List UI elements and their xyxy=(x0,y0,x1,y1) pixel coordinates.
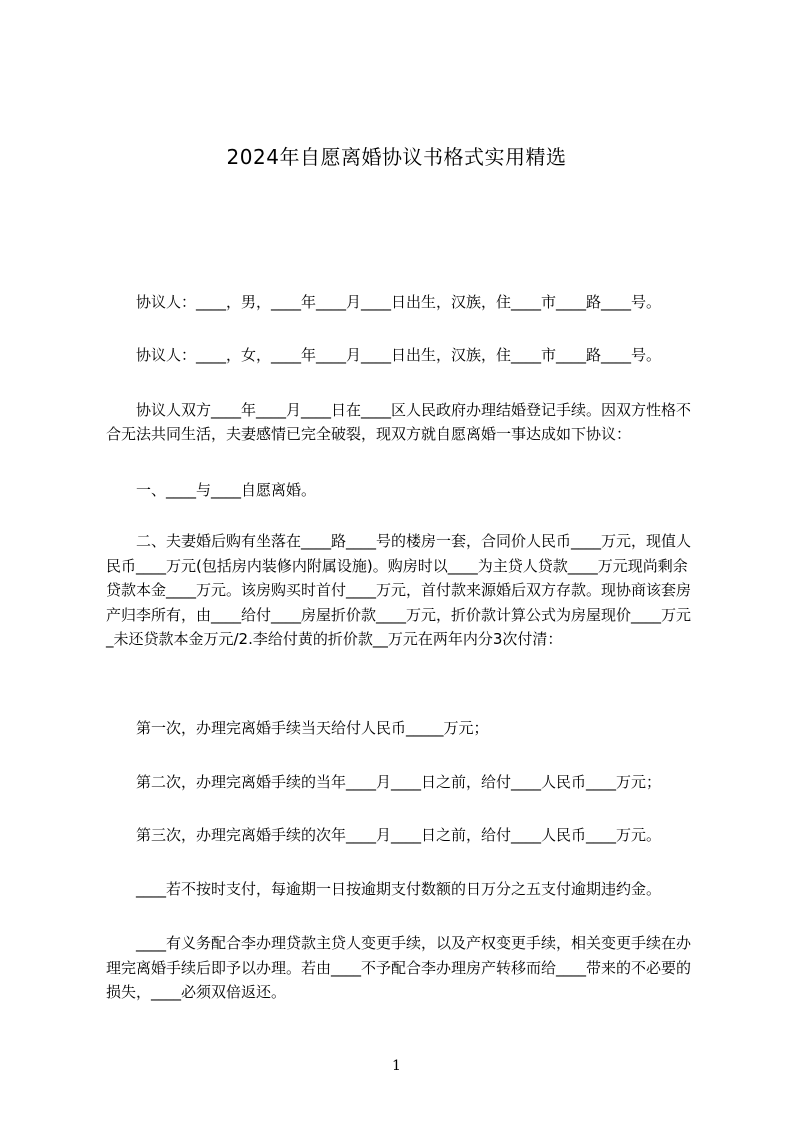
paragraph-payment-third: 第三次，办理完离婚手续的次年____月____日之前，给付____人民币____万元。 xyxy=(106,826,662,844)
paragraph-party-male: 协议人：____，男，____年____月____日出生，汉族，住____市____路____号。 xyxy=(106,293,662,311)
paragraph-payment-first: 第一次，办理完离婚手续当天给付人民币_____万元； xyxy=(106,719,489,737)
paragraph-payment-second: 第二次，办理完离婚手续的当年____月____日之前，给付____人民币____万元； xyxy=(106,773,662,791)
paragraph-transfer-obligation: ____有义务配合李办理贷款主贷人变更手续，以及产权变更手续，相关变更手续在办理完离婚手续后即予以办理。若由____不予配合李办理房产转移而给____带来的不必要的损失，____必须双倍返还。 xyxy=(106,934,692,1001)
paragraph-clause-one: 一、____与____自愿离婚。 xyxy=(106,481,317,499)
paragraph-late-penalty: ____若不按时支付，每逾期一日按逾期支付数额的日万分之五支付逾期违约金。 xyxy=(106,880,662,898)
paragraph-clause-two: 二、夫妻婚后购有坐落在____路____号的楼房一套，合同价人民币____万元，现值人民币____万元(包括房内装修内附属设施)。购房时以____为主贷人贷款____万元现尚剩余贷款本金____万元。该房购买时首付____万元，首付款来源婚后双方存款。现协商该套房产归李所有，由____给付____房屋折价款____万元，折价款计算公式为房屋现价____万元_未还贷款本金万元/2.李给付黄的折价款__万元在两年内分3次付清： xyxy=(106,532,692,648)
document-title: 2024年自愿离婚协议书格式实用精选 xyxy=(226,145,567,169)
page-number: 1 xyxy=(392,1058,401,1074)
paragraph-marriage-registration: 协议人双方____年____月____日在____区人民政府办理结婚登记手续。因双方性格不合无法共同生活，夫妻感情已完全破裂，现双方就自愿离婚一事达成如下协议： xyxy=(106,401,692,443)
paragraph-party-female: 协议人：____，女，____年____月____日出生，汉族，住____市____路____号。 xyxy=(106,346,662,364)
